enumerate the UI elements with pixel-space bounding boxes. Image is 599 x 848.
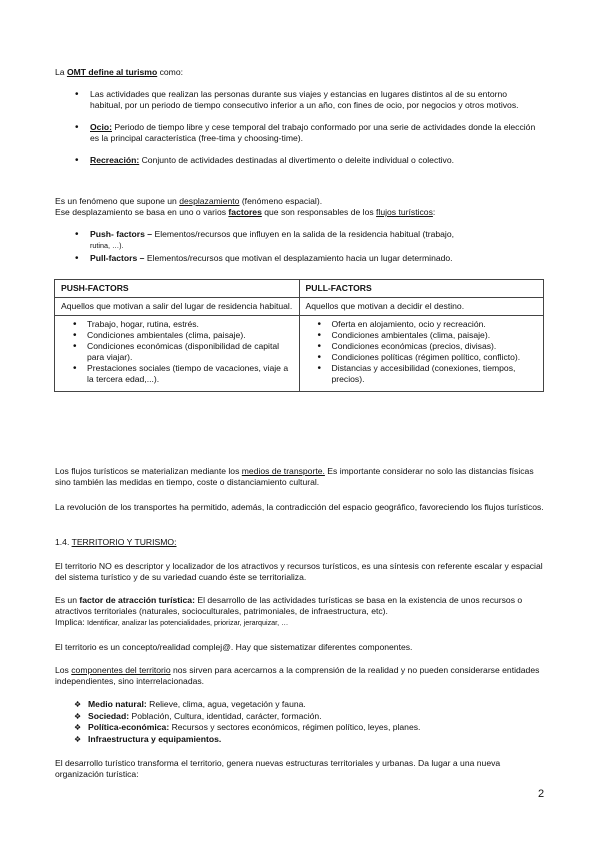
push-item: • Condiciones económicas (disponibilidad de capital para viajar). (61, 341, 293, 363)
componente-item: ❖ Política-económica: Recursos y sectores económicos, régimen político, leyes, planes. (60, 722, 540, 734)
final-paragraph: El desarrollo turístico transforma el territorio, genera nuevas estructuras territoriales y urbanas. Da lugar a una nueva organización turística: (55, 758, 501, 779)
push-description: Aquellos que motivan a salir del lugar de residencia habitual. (55, 298, 300, 316)
pull-item: • Oferta en alojamiento, ocio y recreación. (306, 319, 538, 330)
pull-items-cell (299, 316, 544, 392)
intro-line (55, 67, 545, 78)
page-number: 2 (538, 788, 545, 800)
push-item: • Trabajo, hogar, rutina, estrés. (61, 319, 293, 330)
componente-item: ❖ Infraestructura y equipamientos. (60, 734, 540, 746)
componentes-paragraph: Los componentes del territorio nos sirven para acercarnos a la comprensión de la realidad y no pueden considerarse entidades independientes, sino interrelacionadas. (55, 665, 540, 686)
pull-items (306, 319, 538, 385)
componente-item: ❖ Sociedad: Población, Cultura, identidad, carácter, formación. (60, 711, 540, 723)
pull-item: • Condiciones políticas (régimen político, conflicto). (306, 352, 538, 363)
territorio-paragraph: El territorio NO es descriptor y localizador de los atractivos y recursos turísticos, es una síntesis con referente escalar y espacial del sistema turístico y de su variedad cuando éste se territorializa. (55, 561, 543, 582)
factors-table (54, 279, 544, 392)
factor-item: • Pull-factors – Elementos/recursos que motivan el desplazamiento hacia un lugar determinado. (60, 253, 540, 264)
definition-item: • Ocio: Periodo de tiempo libre y cese temporal del trabajo conformado por una serie de actividades donde la elección es la principal característica (free-tima y choosing-time). (60, 122, 540, 144)
push-header: PUSH-FACTORS (55, 280, 300, 298)
flujos-paragraph: Los flujos turísticos se materializan mediante los medios de transporte. Es importante considerar no solo las distancias físicas sino también las medidas en tiempo, coste o distanciamiento cultural. (55, 466, 534, 487)
componentes-list (60, 699, 540, 745)
definition-item: • Recreación: Conjunto de actividades destinadas al divertimento o deleite individual o colectivo. (60, 155, 540, 166)
revolucion-paragraph: La revolución de los transportes ha permitido, además, la contradicción del espacio geográfico, favoreciendo los flujos turísticos. (55, 502, 544, 512)
concepto-paragraph: El territorio es un concepto/realidad complej@. Hay que sistematizar diferentes componentes. (55, 642, 413, 652)
factor-item: • Push- factors – Elementos/recursos que influyen en la salida de la residencia habitual (trabajo, rutina, …). (60, 229, 540, 251)
push-item: • Prestaciones sociales (tiempo de vacaciones, viaje a la tercera edad,...). (61, 363, 293, 385)
intro-pre: La (55, 67, 67, 77)
section-heading: 1.4. TERRITORIO Y TURISMO: (55, 537, 177, 547)
definition-item: • Las actividades que realizan las personas durante sus viajes y estancias en lugares distintos al de su entorno habitual, por un periodo de tiempo consecutivo inferior a un año, con fines de ocio, por negocios y otros motivos. (60, 89, 540, 111)
factor-paragraph: Es un factor de atracción turística: El desarrollo de las actividades turísticas se basa en la existencia de unos recursos o atractivos territoriales (naturales, socioculturales, patrimoniales, de infraestructura, etc). Implica: Identificar, analizar las potencialidades, priorizar, jerarquizar, … (55, 595, 523, 627)
pull-header: PULL-FACTORS (299, 280, 544, 298)
definition-list (60, 89, 540, 166)
pull-item: • Condiciones ambientales (clima, paisaje). (306, 330, 538, 341)
pull-item: • Condiciones económicas (precios, divisas). (306, 341, 538, 352)
push-items (61, 319, 293, 385)
pull-description: Aquellos que motivan a decidir el destino. (299, 298, 544, 316)
componente-item: ❖ Medio natural: Relieve, clima, agua, vegetación y fauna. (60, 699, 540, 711)
push-items-cell (55, 316, 300, 392)
desplazamiento-paragraph: Es un fenómeno que supone un desplazamiento (fenómeno espacial). Ese desplazamiento se basa en uno o varios factores que son responsables de los flujos turísticos: (55, 196, 436, 217)
intro-emphasis: OMT define al turismo (66, 67, 158, 77)
push-item: • Condiciones ambientales (clima, paisaje). (61, 330, 293, 341)
factors-list (60, 229, 540, 264)
pull-item: • Distancias y accesibilidad (conexiones, tiempos, precios). (306, 363, 538, 385)
intro-post: como: (157, 67, 183, 77)
